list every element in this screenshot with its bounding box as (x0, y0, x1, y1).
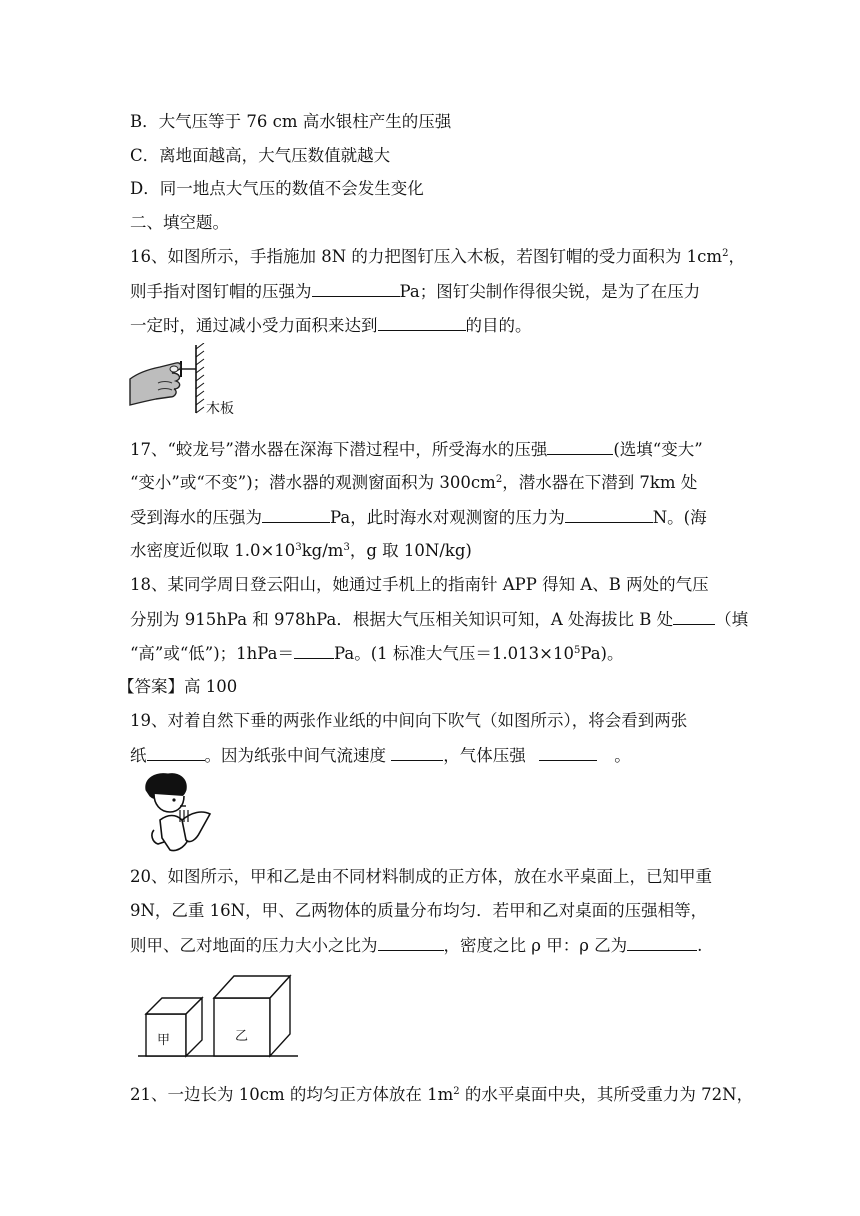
blank (565, 506, 653, 523)
board-label: 木板 (206, 401, 234, 417)
blank (627, 934, 697, 951)
section-heading: 二、填空题。 (130, 213, 229, 232)
blank (294, 642, 334, 659)
cube-small-label: 甲 (157, 1033, 171, 1048)
q19-line2: 纸 。因为纸张中间气流速度 ，气体压强 。 (130, 746, 631, 765)
blank (312, 280, 400, 297)
q18-line3: “高”或“低”)；1hPa＝ Pa。(1 标准大气压$=1.013\times 10^5Pa$)。 (130, 644, 624, 663)
q17-line1: 17、“蛟龙号”潜水器在深海下潜过程中，所受海水的压强 (选填“变大” (130, 440, 703, 459)
blank (262, 506, 330, 523)
answer-18: 【答案】高 100 (118, 677, 238, 696)
blank (378, 934, 444, 951)
q20-line2: 9N，乙重 16N，甲、乙两物体的质量分布均匀．若甲和乙对桌面的压强相等， (130, 901, 708, 920)
blank (673, 608, 715, 625)
blank (147, 744, 205, 761)
q19-line1: 19、对着自然下垂的两张作业纸的中间向下吹气（如图所示），将会看到两张 (130, 711, 688, 730)
blank (391, 744, 443, 761)
option-b: B．大气压等于 76 cm 高水银柱产生的压强 (130, 112, 452, 131)
cube-small (146, 998, 202, 1056)
q17-line4: 水密度近似取 $1.0\times 10^3kg/m^3$，g 取 10N/kg) (130, 541, 472, 560)
cube-large (214, 976, 290, 1056)
q16-line2: 则手指对图钉帽的压强为 Pa；图钉尖制作得很尖锐，是为了在压力 (130, 282, 701, 301)
option-c: C．离地面越高，大气压数值就越大 (130, 146, 391, 165)
q17-line3: 受到海水的压强为 Pa，此时海水对观测窗的压力为 N。(海 (130, 508, 707, 527)
option-d: D．同一地点大气压的数值不会发生变化 (130, 179, 424, 198)
q20-line1: 20、如图所示，甲和乙是由不同材料制成的正方体，放在水平桌面上，已知甲重 (130, 867, 712, 886)
q17-line2: “变小”或“不变”)；潜水器的观测窗面积为 $300cm^2$，潜水器在下潜到 7km 处 (130, 473, 698, 492)
blank (539, 744, 597, 761)
q16-line1: 16、如图所示，手指施加 8N 的力把图钉压入木板，若图钉帽的受力面积为 $1cm^2$， (130, 247, 745, 266)
blank (547, 438, 613, 455)
q18-line1: 18、某同学周日登云阳山，她通过手机上的指南针 APP 得知 A、B 两处的气压 (130, 575, 709, 594)
q16-line3: 一定时，通过减小受力面积来达到 的目的。 (130, 316, 532, 335)
q21-line1: 21、一边长为 10cm 的均匀正方体放在 $1m^2$ 的水平桌面中央，其所受重力为 72N， (130, 1085, 754, 1104)
q20-line3: 则甲、乙对地面的压力大小之比为 ，密度之比 ρ 甲：ρ 乙为 . (130, 936, 703, 955)
blowing-paper-figure (140, 770, 220, 860)
cube-large-label: 乙 (235, 1029, 249, 1044)
q18-line2: 分别为 915hPa 和 978hPa．根据大气压相关知识可知，A 处海拔比 B 处 （填 (130, 610, 749, 629)
blank (378, 314, 466, 331)
